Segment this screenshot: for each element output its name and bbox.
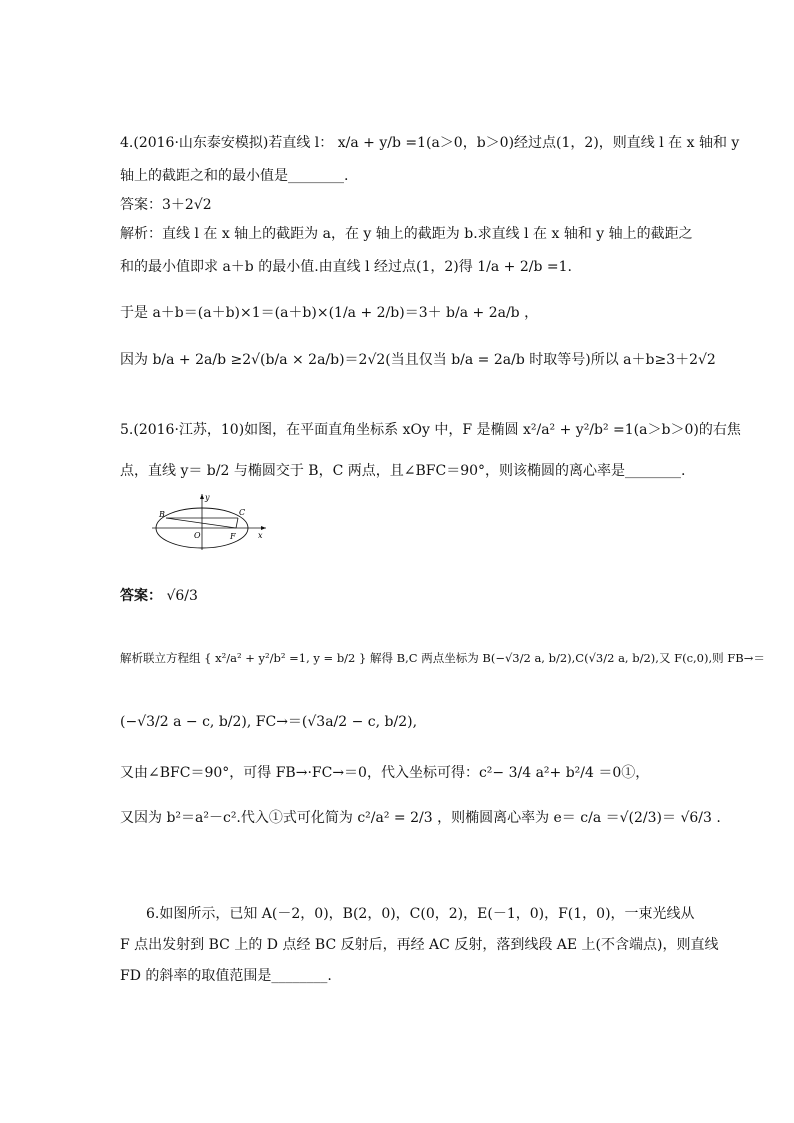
answer-label: 答案： xyxy=(120,588,162,604)
problem-5-analysis-2: (−√3/2 a − c, b/2), FC→＝(√3a/2 − c, b/2), xyxy=(120,714,418,730)
problem-5-analysis-3: 又由∠BFC＝90°，可得 FB→·FC→＝0，代入坐标可得：c²− 3/4 a²+ b²/4 ＝0①， xyxy=(120,765,650,781)
label-b: B xyxy=(159,510,165,519)
segment-cf xyxy=(236,518,238,528)
problem-5-answer xyxy=(120,586,198,606)
y-axis-arrow xyxy=(200,494,204,499)
problem-4-analysis-4: 因为 b/a + 2a/b ≥2√(b/a × 2a/b)＝2√2(当且仅当 b/a = 2a/b 时取等号)所以 a＋b≥3＋2√2 xyxy=(120,352,716,368)
problem-4-answer: 答案：3＋2√2 xyxy=(120,197,212,213)
problem-5-analysis-1: 解析联立方程组 { x²/a² + y²/b² =1, y = b/2 } 解得 B,C 两点坐标为 B(−√3/2 a, b/2),C(√3/2 a, b/2),又 F(c,0),则 FB→＝ xyxy=(120,651,765,665)
label-f: F xyxy=(230,532,236,541)
answer-value: √6/3 xyxy=(166,588,198,604)
ellipse-figure xyxy=(150,490,270,552)
problem-4-line-2: 轴上的截距之和的最小值是________. xyxy=(120,168,349,184)
problem-4-analysis-2: 和的最小值即求 a＋b 的最小值.由直线 l 经过点(1，2)得 1/a + 2/b =1. xyxy=(120,259,572,275)
label-o: O xyxy=(194,531,201,540)
problem-4-analysis-3: 于是 a＋b＝(a＋b)×1＝(a＋b)×(1/a + 2/b)＝3＋ b/a + 2a/b ， xyxy=(120,305,539,321)
label-y: y xyxy=(205,493,210,502)
problem-6-line-3: FD 的斜率的取值范围是________. xyxy=(120,968,332,984)
x-axis-arrow xyxy=(261,526,266,530)
problem-4-line-1: 4.(2016·山东泰安模拟)若直线 l： x/a + y/b =1(a＞0，b＞0)经过点(1，2)，则直线 l 在 x 轴和 y xyxy=(120,135,740,151)
problem-6-line-1: 6.如图所示，已知 A(－2，0)，B(2，0)，C(0，2)，E(－1，0)，F(1，0)，一束光线从 xyxy=(146,906,695,922)
problem-5-line-2: 点，直线 y＝ b/2 与椭圆交于 B，C 两点，且∠BFC＝90°，则该椭圆的离心率是________. xyxy=(120,463,686,479)
problem-5-line-1: 5.(2016·江苏，10)如图，在平面直角坐标系 xOy 中，F 是椭圆 x²/a² + y²/b² =1(a＞b＞0)的右焦 xyxy=(120,422,741,438)
problem-6-line-2: F 点出发射到 BC 上的 D 点经 BC 反射后，再经 AC 反射，落到线段 AE 上(不含端点)，则直线 xyxy=(120,937,719,953)
label-x: x xyxy=(258,531,263,540)
problem-4-analysis-1: 解析：直线 l 在 x 轴上的截距为 a，在 y 轴上的截距为 b.求直线 l 在 x 轴和 y 轴上的截距之 xyxy=(120,226,693,242)
segment-bf xyxy=(166,518,236,528)
label-c: C xyxy=(239,508,246,517)
problem-5-analysis-4: 又因为 b²＝a²－c².代入①式可化简为 c²/a² = 2/3 ，则椭圆离心率为 e＝ c/a ＝√(2/3)＝ √6/3 . xyxy=(120,810,721,826)
